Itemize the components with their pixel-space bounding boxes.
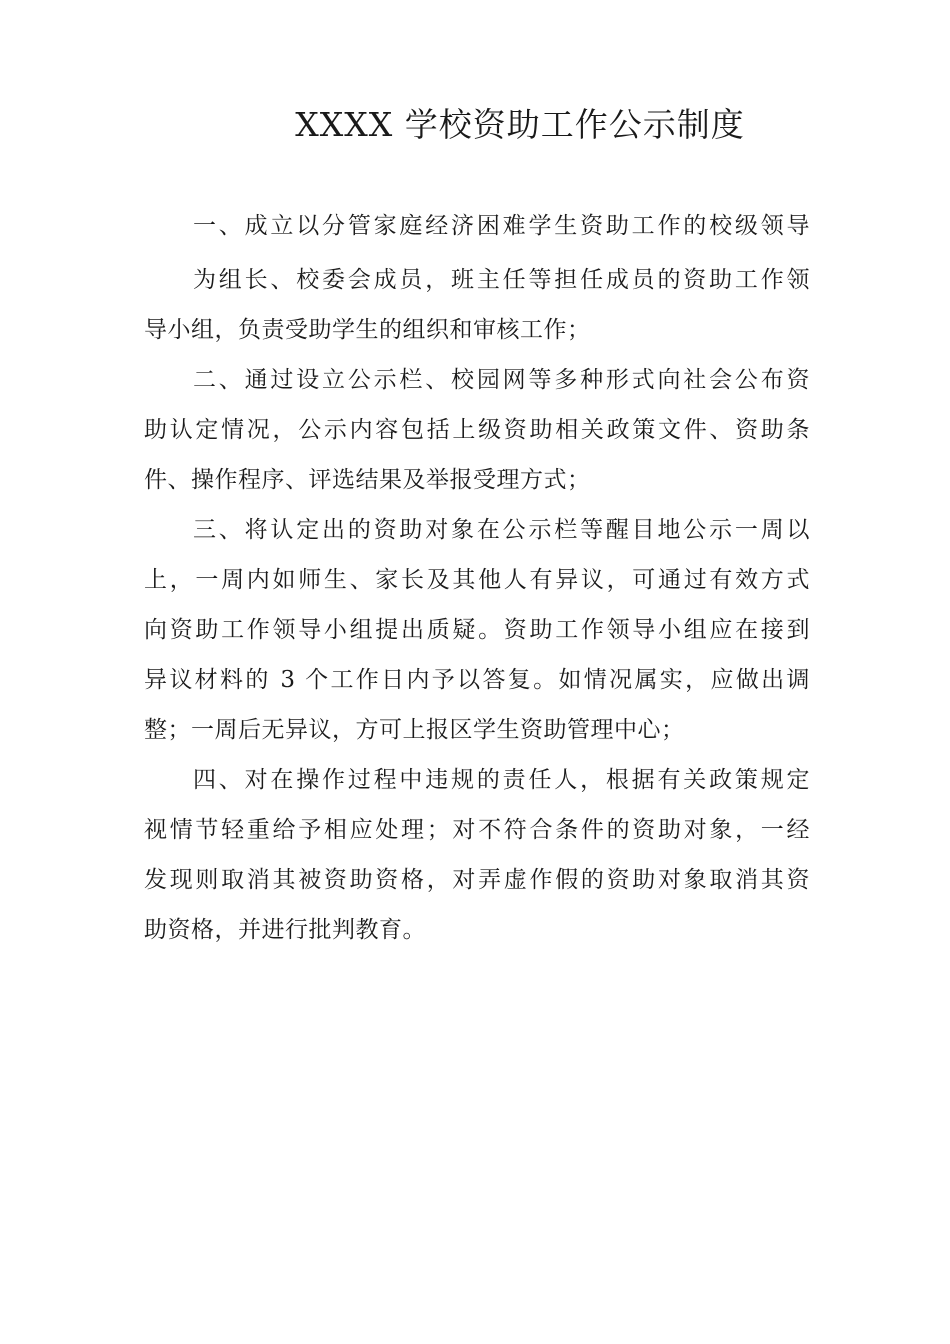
paragraph-4-line-1: 四、对在操作过程中违规的责任人，根据有关政策规定 xyxy=(193,767,810,793)
paragraph-1-line-3: 导小组，负责受助学生的组织和审核工作； xyxy=(144,317,591,343)
paragraph-4-line-4: 助资格，并进行批判教育。 xyxy=(144,917,426,943)
paragraph-4-line-3: 发现则取消其被资助资格，对弄虚作假的资助对象取消其资 xyxy=(144,867,810,893)
paragraph-2-line-2: 助认定情况，公示内容包括上级资助相关政策文件、资助条 xyxy=(144,417,810,443)
paragraph-3-line-3: 向资助工作领导小组提出质疑。资助工作领导小组应在接到 xyxy=(144,617,810,643)
paragraph-2-line-3: 件、操作程序、评选结果及举报受理方式； xyxy=(144,467,591,493)
paragraph-3-line-1: 三、将认定出的资助对象在公示栏等醒目地公示一周以 xyxy=(193,517,810,543)
paragraph-1-line-1: 一、成立以分管家庭经济困难学生资助工作的校级领导 xyxy=(193,213,810,239)
paragraph-3-line-5: 整；一周后无异议，方可上报区学生资助管理中心； xyxy=(144,717,685,743)
paragraph-2-line-1: 二、通过设立公示栏、校园网等多种形式向社会公布资 xyxy=(193,367,810,393)
document-title: XXXX 学校资助工作公示制度 xyxy=(295,105,745,144)
paragraph-3-line-2: 上，一周内如师生、家长及其他人有异议，可通过有效方式 xyxy=(144,567,810,593)
paragraph-1-line-2: 为组长、校委会成员，班主任等担任成员的资助工作领 xyxy=(193,267,810,293)
paragraph-3-line-4: 异议材料的 3 个工作日内予以答复。如情况属实，应做出调 xyxy=(144,667,810,693)
paragraph-4-line-2: 视情节轻重给予相应处理；对不符合条件的资助对象，一经 xyxy=(144,817,810,843)
